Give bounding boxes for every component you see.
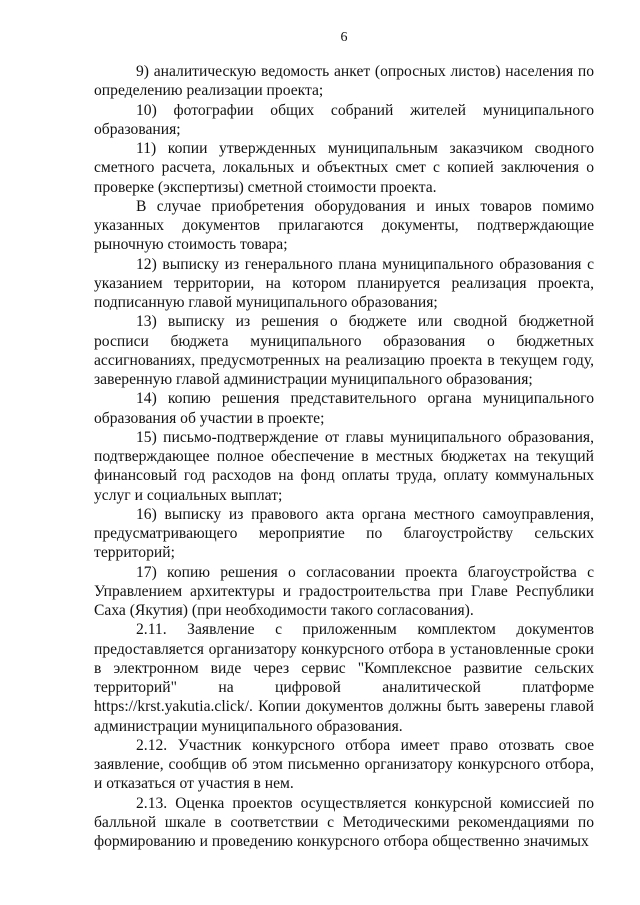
paragraph-item-13: 13) выписку из решения о бюджете или сводной бюджетной росписи бюджета муниципального образования о бюджетных ассигнованиях, предусмотренных на реализацию проекта в текущем году, заверенную главой администрации муниципального образования; bbox=[94, 313, 594, 388]
paragraph-item-10: 10) фотографии общих собраний жителей муниципального образования; bbox=[94, 101, 594, 138]
paragraph-equipment-note: В случае приобретения оборудования и иных товаров помимо указанных документов прилагаются документы, подтверждающие рыночную стоимость товара; bbox=[94, 197, 594, 254]
paragraph-section-2-13: 2.13. Оценка проектов осуществляется конкурсной комиссией по балльной шкале в соответствии с Методическими рекомендациями по формированию и проведению конкурсного отбора общественно значимых bbox=[94, 794, 594, 850]
paragraph-item-17: 17) копию решения о согласовании проекта благоустройства с Управлением архитектуры и градостроительства при Главе Республики Саха (Якутия) (при необходимости такого согласования). bbox=[94, 563, 594, 619]
page-number: 6 bbox=[340, 30, 348, 45]
paragraph-item-15: 15) письмо-подтверждение от главы муниципального образования, подтверждающее полное обеспечение в местных бюджетах на текущий финансовый год расходов на фонд оплаты труда, оплату коммунальных услуг и социальных выплат; bbox=[94, 428, 594, 504]
paragraph-item-9: 9) аналитическую ведомость анкет (опросных листов) населения по определению реализации проекта; bbox=[94, 63, 594, 100]
document-body bbox=[94, 62, 594, 851]
paragraph-item-12: 12) выписку из генерального плана муниципального образования с указанием территории, на котором планируется реализация проекта, подписанную главой муниципального образования; bbox=[94, 255, 594, 311]
paragraph-section-2-12: 2.12. Участник конкурсного отбора имеет право отозвать свое заявление, сообщив об этом письменно организатору конкурсного отбора, и отказаться от участия в нем. bbox=[94, 736, 594, 793]
paragraph-section-2-11: 2.11. Заявление с приложенным комплектом документов предоставляется организатору конкурсного отбора в установленные сроки в электронном виде через сервис "Комплексное развитие сельских территорий" на цифровой аналитической платформе https://krst.yakutia.click/. Копии документов должны быть заверены главой администрации муниципального образования. bbox=[94, 621, 594, 735]
paragraph-item-11: 11) копии утвержденных муниципальным заказчиком сводного сметного расчета, локальных и объектных смет с копией заключения о проверке (экспертизы) сметной стоимости проекта. bbox=[94, 140, 594, 196]
paragraph-item-14: 14) копию решения представительного органа муниципального образования об участии в проекте; bbox=[94, 390, 594, 427]
paragraph-item-16: 16) выписку из правового акта органа местного самоуправления, предусматривающего мероприятие по благоустройству сельских территорий; bbox=[94, 505, 594, 562]
